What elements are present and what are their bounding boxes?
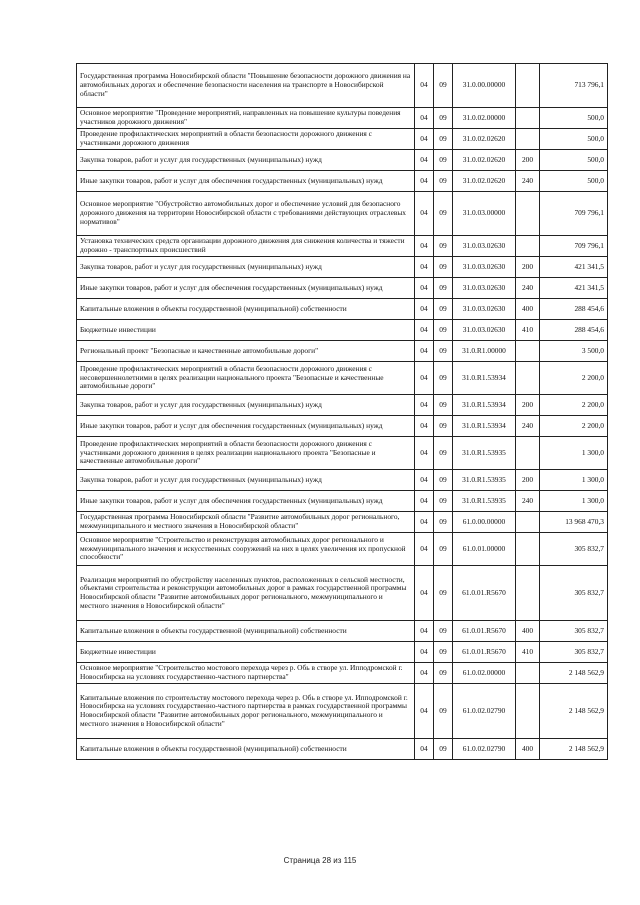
cell-expense-type: 200 (516, 395, 540, 416)
cell-expense-type: 410 (516, 642, 540, 663)
cell-expense-type: 410 (516, 320, 540, 341)
cell-expense-type: 200 (516, 257, 540, 278)
cell-subsection: 09 (434, 684, 453, 739)
cell-section: 04 (415, 621, 434, 642)
cell-subsection: 09 (434, 642, 453, 663)
cell-expense-type: 240 (516, 491, 540, 512)
cell-subsection: 09 (434, 416, 453, 437)
cell-amount: 500,0 (540, 150, 608, 171)
cell-name: Закупка товаров, работ и услуг для государственных (муниципальных) нужд (77, 150, 415, 171)
cell-amount: 709 796,1 (540, 192, 608, 236)
cell-expense-type (516, 512, 540, 533)
cell-expense-type: 240 (516, 171, 540, 192)
cell-target-code: 31.0.R1.00000 (453, 341, 516, 362)
cell-amount: 1 300,0 (540, 491, 608, 512)
cell-section: 04 (415, 416, 434, 437)
cell-name: Капитальные вложения в объекты государственной (муниципальной) собственности (77, 299, 415, 320)
cell-amount: 305 832,7 (540, 621, 608, 642)
cell-section: 04 (415, 642, 434, 663)
cell-subsection: 09 (434, 236, 453, 257)
cell-expense-type: 240 (516, 416, 540, 437)
cell-section: 04 (415, 362, 434, 395)
cell-section: 04 (415, 108, 434, 129)
cell-section: 04 (415, 320, 434, 341)
cell-amount: 2 148 562,9 (540, 684, 608, 739)
cell-name: Основное мероприятие "Проведение мероприятий, направленных на повышение культуры поведения участников дорожного движения" (77, 108, 415, 129)
cell-target-code: 31.0.02.02620 (453, 171, 516, 192)
table-row (77, 64, 608, 108)
cell-name: Государственная программа Новосибирской области "Повышение безопасности дорожного движения на автомобильных дорогах и обеспечение безопасности населения на транспорте в Новосибирской области" (77, 64, 415, 108)
cell-section: 04 (415, 341, 434, 362)
cell-amount: 288 454,6 (540, 320, 608, 341)
cell-target-code: 31.0.03.02630 (453, 257, 516, 278)
cell-target-code: 61.0.02.02790 (453, 684, 516, 739)
cell-name: Капитальные вложения в объекты государственной (муниципальной) собственности (77, 621, 415, 642)
cell-expense-type: 400 (516, 739, 540, 760)
cell-subsection: 09 (434, 64, 453, 108)
cell-target-code: 31.0.03.00000 (453, 192, 516, 236)
cell-amount: 421 341,5 (540, 278, 608, 299)
cell-section: 04 (415, 129, 434, 150)
cell-expense-type (516, 362, 540, 395)
budget-table (76, 63, 608, 760)
cell-amount: 421 341,5 (540, 257, 608, 278)
cell-amount: 288 454,6 (540, 299, 608, 320)
cell-name: Проведение профилактических мероприятий в области безопасности дорожного движения с участниками дорожного движения в целях реализации национального проекта "Безопасные и качественные автомобильные дороги" (77, 437, 415, 470)
cell-target-code: 31.0.R1.53934 (453, 362, 516, 395)
table-row (77, 533, 608, 566)
cell-section: 04 (415, 171, 434, 192)
cell-section: 04 (415, 491, 434, 512)
table-row (77, 341, 608, 362)
cell-name: Основное мероприятие "Строительство и реконструкция автомобильных дорог регионального и межмуниципального значения и искусственных сооружений на них в целях увеличения их пропускной способности" (77, 533, 415, 566)
table-row (77, 362, 608, 395)
cell-section: 04 (415, 257, 434, 278)
table-row (77, 566, 608, 621)
cell-name: Проведение профилактических мероприятий в области безопасности дорожного движения с несовершеннолетними в целях реализации национального проекта "Безопасные и качественные автомобильные дороги" (77, 362, 415, 395)
cell-amount: 500,0 (540, 108, 608, 129)
cell-section: 04 (415, 299, 434, 320)
cell-expense-type (516, 684, 540, 739)
cell-subsection: 09 (434, 395, 453, 416)
cell-subsection: 09 (434, 299, 453, 320)
cell-expense-type (516, 108, 540, 129)
cell-expense-type (516, 129, 540, 150)
table-row (77, 150, 608, 171)
cell-target-code: 31.0.02.02620 (453, 150, 516, 171)
cell-expense-type: 200 (516, 470, 540, 491)
cell-expense-type (516, 64, 540, 108)
cell-section: 04 (415, 512, 434, 533)
cell-name: Иные закупки товаров, работ и услуг для обеспечения государственных (муниципальных) нужд (77, 171, 415, 192)
table-row (77, 108, 608, 129)
cell-amount: 305 832,7 (540, 642, 608, 663)
cell-section: 04 (415, 663, 434, 684)
cell-section: 04 (415, 150, 434, 171)
cell-name: Капитальные вложения по строительству мостового перехода через р. Обь в створе ул. Ипподромской г. Новосибирска на условиях государственно-частного партнерства в рамках государственной программы Новосибирской области "Развитие автомобильных дорог регионального, межмуниципального и местного значения в Новосибирской области" (77, 684, 415, 739)
table-row (77, 739, 608, 760)
cell-subsection: 09 (434, 108, 453, 129)
cell-expense-type (516, 437, 540, 470)
table-row (77, 257, 608, 278)
cell-name: Установка технических средств организации дорожного движения для снижения количества и тяжести дорожно - транспортных происшествий (77, 236, 415, 257)
cell-name: Иные закупки товаров, работ и услуг для обеспечения государственных (муниципальных) нужд (77, 491, 415, 512)
table-row (77, 171, 608, 192)
cell-target-code: 61.0.01.R5670 (453, 642, 516, 663)
table-row (77, 416, 608, 437)
cell-name: Закупка товаров, работ и услуг для государственных (муниципальных) нужд (77, 257, 415, 278)
cell-subsection: 09 (434, 320, 453, 341)
cell-target-code: 61.0.00.00000 (453, 512, 516, 533)
cell-amount: 1 300,0 (540, 470, 608, 491)
cell-subsection: 09 (434, 566, 453, 621)
table-row (77, 299, 608, 320)
cell-amount: 709 796,1 (540, 236, 608, 257)
cell-section: 04 (415, 278, 434, 299)
cell-target-code: 61.0.01.00000 (453, 533, 516, 566)
table-row (77, 684, 608, 739)
cell-subsection: 09 (434, 257, 453, 278)
table-row (77, 320, 608, 341)
cell-name: Основное мероприятие "Строительство мостового перехода через р. Обь в створе ул. Ипподромской г. Новосибирска на условиях государственно-частного партнерства" (77, 663, 415, 684)
table-row (77, 470, 608, 491)
cell-target-code: 31.0.03.02630 (453, 320, 516, 341)
cell-name: Региональный проект "Безопасные и качественные автомобильные дороги" (77, 341, 415, 362)
table-row (77, 278, 608, 299)
cell-expense-type (516, 236, 540, 257)
cell-name: Государственная программа Новосибирской области "Развитие автомобильных дорог регионального, межмуниципального и местного значения в Новосибирской области" (77, 512, 415, 533)
table-row (77, 512, 608, 533)
table-row (77, 395, 608, 416)
cell-name: Иные закупки товаров, работ и услуг для обеспечения государственных (муниципальных) нужд (77, 278, 415, 299)
cell-section: 04 (415, 533, 434, 566)
cell-target-code: 31.0.R1.53935 (453, 470, 516, 491)
cell-subsection: 09 (434, 621, 453, 642)
cell-target-code: 31.0.02.00000 (453, 108, 516, 129)
cell-expense-type (516, 192, 540, 236)
cell-name: Закупка товаров, работ и услуг для государственных (муниципальных) нужд (77, 470, 415, 491)
table-row (77, 236, 608, 257)
cell-subsection: 09 (434, 171, 453, 192)
cell-expense-type: 240 (516, 278, 540, 299)
cell-amount: 500,0 (540, 171, 608, 192)
cell-name: Проведение профилактических мероприятий в области безопасности дорожного движения с участниками дорожного движения (77, 129, 415, 150)
cell-expense-type (516, 341, 540, 362)
cell-amount: 713 796,1 (540, 64, 608, 108)
cell-expense-type (516, 533, 540, 566)
cell-target-code: 31.0.00.00000 (453, 64, 516, 108)
table-row (77, 491, 608, 512)
cell-target-code: 61.0.02.00000 (453, 663, 516, 684)
cell-target-code: 31.0.02.02620 (453, 129, 516, 150)
cell-subsection: 09 (434, 470, 453, 491)
cell-name: Основное мероприятие "Обустройство автомобильных дорог и обеспечение условий для безопасного дорожного движения на территории Новосибирской области с требованиями действующих отраслевых нормативов" (77, 192, 415, 236)
cell-amount: 2 200,0 (540, 395, 608, 416)
table-row (77, 129, 608, 150)
cell-amount: 500,0 (540, 129, 608, 150)
cell-subsection: 09 (434, 437, 453, 470)
table-row (77, 663, 608, 684)
cell-target-code: 31.0.R1.53935 (453, 491, 516, 512)
cell-target-code: 61.0.01.R5670 (453, 566, 516, 621)
cell-expense-type (516, 663, 540, 684)
cell-target-code: 31.0.R1.53935 (453, 437, 516, 470)
cell-amount: 13 968 470,3 (540, 512, 608, 533)
cell-target-code: 61.0.02.02790 (453, 739, 516, 760)
cell-name: Бюджетные инвестиции (77, 642, 415, 663)
table-row (77, 621, 608, 642)
cell-subsection: 09 (434, 533, 453, 566)
cell-amount: 1 300,0 (540, 437, 608, 470)
cell-target-code: 31.0.R1.53934 (453, 416, 516, 437)
cell-expense-type: 400 (516, 621, 540, 642)
cell-section: 04 (415, 739, 434, 760)
cell-section: 04 (415, 236, 434, 257)
cell-subsection: 09 (434, 512, 453, 533)
cell-name: Реализация мероприятий по обустройству населенных пунктов, расположенных в сельской местности, объектами строительства и реконструкции автомобильных дорог в рамках государственной программы Новосибирской области "Развитие автомобильных дорог регионального, межмуниципального и местного значения в Новосибирской области" (77, 566, 415, 621)
cell-target-code: 31.0.03.02630 (453, 278, 516, 299)
cell-section: 04 (415, 64, 434, 108)
cell-name: Закупка товаров, работ и услуг для государственных (муниципальных) нужд (77, 395, 415, 416)
cell-name: Иные закупки товаров, работ и услуг для обеспечения государственных (муниципальных) нужд (77, 416, 415, 437)
cell-amount: 2 200,0 (540, 362, 608, 395)
cell-subsection: 09 (434, 739, 453, 760)
cell-target-code: 31.0.R1.53934 (453, 395, 516, 416)
cell-target-code: 61.0.01.R5670 (453, 621, 516, 642)
table-body (77, 64, 608, 760)
cell-subsection: 09 (434, 129, 453, 150)
cell-section: 04 (415, 395, 434, 416)
cell-subsection: 09 (434, 341, 453, 362)
cell-subsection: 09 (434, 663, 453, 684)
table-row (77, 437, 608, 470)
cell-section: 04 (415, 437, 434, 470)
cell-amount: 2 148 562,9 (540, 663, 608, 684)
cell-amount: 305 832,7 (540, 566, 608, 621)
cell-name: Капитальные вложения в объекты государственной (муниципальной) собственности (77, 739, 415, 760)
cell-name: Бюджетные инвестиции (77, 320, 415, 341)
cell-amount: 3 500,0 (540, 341, 608, 362)
cell-subsection: 09 (434, 192, 453, 236)
page-footer: Страница 28 из 115 (283, 856, 357, 865)
cell-amount: 2 200,0 (540, 416, 608, 437)
cell-amount: 2 148 562,9 (540, 739, 608, 760)
table-row (77, 192, 608, 236)
cell-amount: 305 832,7 (540, 533, 608, 566)
cell-target-code: 31.0.03.02630 (453, 299, 516, 320)
table-row (77, 642, 608, 663)
cell-section: 04 (415, 470, 434, 491)
cell-expense-type: 200 (516, 150, 540, 171)
cell-target-code: 31.0.03.02630 (453, 236, 516, 257)
cell-expense-type: 400 (516, 299, 540, 320)
cell-subsection: 09 (434, 150, 453, 171)
cell-subsection: 09 (434, 278, 453, 299)
cell-section: 04 (415, 566, 434, 621)
cell-subsection: 09 (434, 491, 453, 512)
cell-section: 04 (415, 192, 434, 236)
cell-expense-type (516, 566, 540, 621)
cell-subsection: 09 (434, 362, 453, 395)
cell-section: 04 (415, 684, 434, 739)
